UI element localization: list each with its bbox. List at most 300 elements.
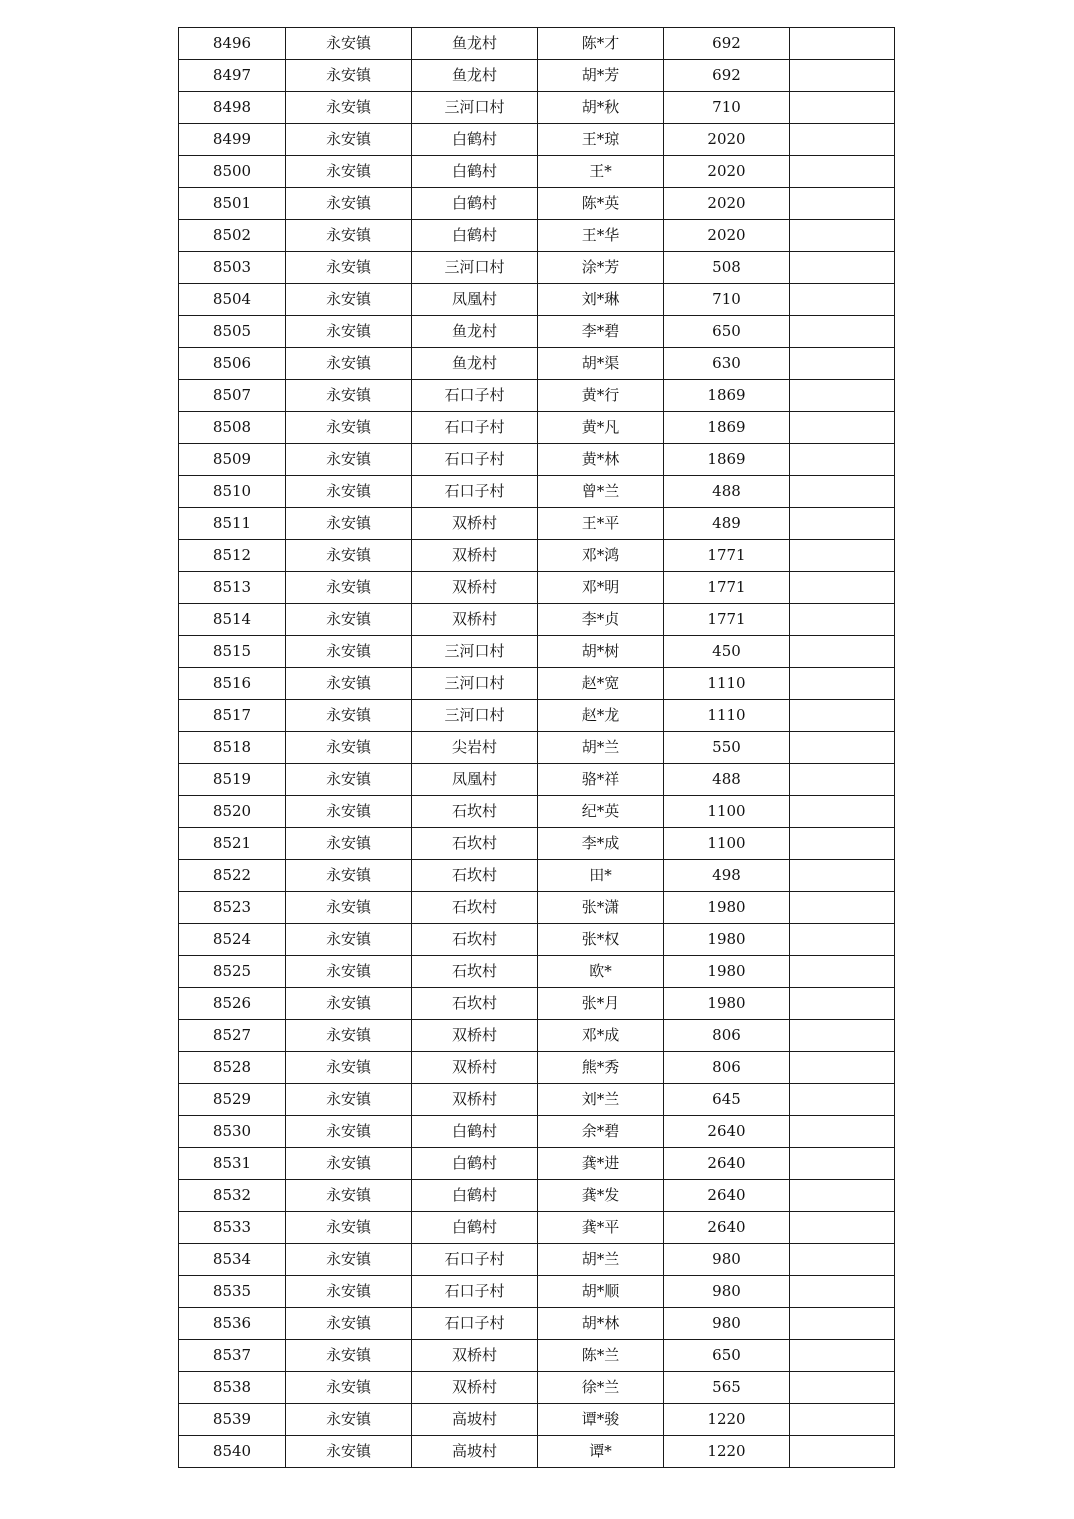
cell-name: 陈*兰: [538, 1340, 664, 1372]
cell-name: 陈*才: [538, 28, 664, 60]
cell-amount: 550: [664, 732, 790, 764]
cell-name: 王*平: [538, 508, 664, 540]
cell-town: 永安镇: [286, 284, 412, 316]
cell-serial-number: 8499: [179, 124, 286, 156]
cell-name: 纪*英: [538, 796, 664, 828]
cell-remark: [790, 668, 895, 700]
document-page: [178, 27, 895, 1468]
cell-remark: [790, 1180, 895, 1212]
cell-amount: 806: [664, 1020, 790, 1052]
cell-town: 永安镇: [286, 156, 412, 188]
cell-serial-number: 8532: [179, 1180, 286, 1212]
cell-town: 永安镇: [286, 956, 412, 988]
cell-remark: [790, 540, 895, 572]
cell-serial-number: 8502: [179, 220, 286, 252]
cell-village: 白鹤村: [412, 156, 538, 188]
cell-town: 永安镇: [286, 60, 412, 92]
cell-name: 欧*: [538, 956, 664, 988]
cell-name: 龚*平: [538, 1212, 664, 1244]
cell-amount: 2640: [664, 1116, 790, 1148]
cell-serial-number: 8524: [179, 924, 286, 956]
cell-amount: 980: [664, 1276, 790, 1308]
cell-remark: [790, 604, 895, 636]
cell-town: 永安镇: [286, 1436, 412, 1468]
cell-amount: 2640: [664, 1148, 790, 1180]
cell-serial-number: 8507: [179, 380, 286, 412]
cell-village: 白鹤村: [412, 220, 538, 252]
cell-town: 永安镇: [286, 1116, 412, 1148]
cell-name: 胡*兰: [538, 732, 664, 764]
cell-remark: [790, 860, 895, 892]
cell-amount: 1771: [664, 604, 790, 636]
cell-village: 白鹤村: [412, 124, 538, 156]
cell-name: 胡*兰: [538, 1244, 664, 1276]
cell-amount: 692: [664, 60, 790, 92]
table-row: [179, 348, 895, 380]
cell-town: 永安镇: [286, 1052, 412, 1084]
cell-name: 王*: [538, 156, 664, 188]
cell-serial-number: 8498: [179, 92, 286, 124]
table-body: [179, 28, 895, 1468]
cell-town: 永安镇: [286, 700, 412, 732]
cell-remark: [790, 1436, 895, 1468]
cell-amount: 565: [664, 1372, 790, 1404]
cell-amount: 710: [664, 92, 790, 124]
cell-town: 永安镇: [286, 92, 412, 124]
cell-town: 永安镇: [286, 28, 412, 60]
cell-town: 永安镇: [286, 1404, 412, 1436]
cell-village: 三河口村: [412, 668, 538, 700]
cell-remark: [790, 956, 895, 988]
cell-name: 邓*明: [538, 572, 664, 604]
table-row: [179, 668, 895, 700]
cell-village: 鱼龙村: [412, 316, 538, 348]
cell-remark: [790, 508, 895, 540]
cell-name: 李*贞: [538, 604, 664, 636]
table-row: [179, 796, 895, 828]
cell-amount: 2020: [664, 220, 790, 252]
cell-town: 永安镇: [286, 572, 412, 604]
cell-town: 永安镇: [286, 860, 412, 892]
cell-serial-number: 8521: [179, 828, 286, 860]
cell-remark: [790, 892, 895, 924]
cell-remark: [790, 156, 895, 188]
cell-name: 张*权: [538, 924, 664, 956]
cell-town: 永安镇: [286, 1180, 412, 1212]
cell-amount: 488: [664, 476, 790, 508]
table-row: [179, 700, 895, 732]
cell-remark: [790, 1084, 895, 1116]
table-row: [179, 1340, 895, 1372]
table-row: [179, 508, 895, 540]
cell-serial-number: 8527: [179, 1020, 286, 1052]
cell-serial-number: 8504: [179, 284, 286, 316]
cell-serial-number: 8506: [179, 348, 286, 380]
cell-town: 永安镇: [286, 412, 412, 444]
cell-village: 双桥村: [412, 1084, 538, 1116]
cell-name: 曾*兰: [538, 476, 664, 508]
cell-amount: 1869: [664, 412, 790, 444]
cell-village: 凤凰村: [412, 284, 538, 316]
cell-town: 永安镇: [286, 124, 412, 156]
table-row: [179, 1212, 895, 1244]
cell-serial-number: 8520: [179, 796, 286, 828]
cell-serial-number: 8500: [179, 156, 286, 188]
cell-name: 黄*行: [538, 380, 664, 412]
cell-town: 永安镇: [286, 668, 412, 700]
cell-remark: [790, 124, 895, 156]
cell-serial-number: 8496: [179, 28, 286, 60]
cell-amount: 692: [664, 28, 790, 60]
table-row: [179, 1052, 895, 1084]
cell-serial-number: 8526: [179, 988, 286, 1020]
cell-serial-number: 8525: [179, 956, 286, 988]
cell-serial-number: 8540: [179, 1436, 286, 1468]
cell-remark: [790, 636, 895, 668]
cell-village: 石口子村: [412, 444, 538, 476]
table-row: [179, 572, 895, 604]
cell-village: 石口子村: [412, 1308, 538, 1340]
cell-name: 赵*龙: [538, 700, 664, 732]
cell-village: 石坎村: [412, 988, 538, 1020]
cell-name: 陈*英: [538, 188, 664, 220]
cell-remark: [790, 1372, 895, 1404]
cell-village: 双桥村: [412, 572, 538, 604]
cell-village: 双桥村: [412, 604, 538, 636]
cell-remark: [790, 924, 895, 956]
table-row: [179, 764, 895, 796]
cell-town: 永安镇: [286, 988, 412, 1020]
table-row: [179, 1404, 895, 1436]
cell-town: 永安镇: [286, 732, 412, 764]
cell-amount: 488: [664, 764, 790, 796]
cell-village: 白鹤村: [412, 1148, 538, 1180]
cell-town: 永安镇: [286, 924, 412, 956]
cell-name: 谭*骏: [538, 1404, 664, 1436]
cell-amount: 710: [664, 284, 790, 316]
cell-amount: 489: [664, 508, 790, 540]
cell-serial-number: 8538: [179, 1372, 286, 1404]
table-row: [179, 1148, 895, 1180]
cell-amount: 1771: [664, 572, 790, 604]
cell-village: 石坎村: [412, 860, 538, 892]
cell-village: 鱼龙村: [412, 28, 538, 60]
cell-village: 凤凰村: [412, 764, 538, 796]
cell-amount: 1869: [664, 380, 790, 412]
cell-remark: [790, 1276, 895, 1308]
cell-serial-number: 8516: [179, 668, 286, 700]
cell-remark: [790, 316, 895, 348]
cell-amount: 498: [664, 860, 790, 892]
cell-serial-number: 8512: [179, 540, 286, 572]
cell-serial-number: 8537: [179, 1340, 286, 1372]
cell-serial-number: 8522: [179, 860, 286, 892]
cell-serial-number: 8531: [179, 1148, 286, 1180]
cell-town: 永安镇: [286, 636, 412, 668]
cell-remark: [790, 476, 895, 508]
table-row: [179, 540, 895, 572]
cell-town: 永安镇: [286, 1084, 412, 1116]
table-row: [179, 444, 895, 476]
cell-remark: [790, 1148, 895, 1180]
cell-amount: 1220: [664, 1436, 790, 1468]
cell-village: 石口子村: [412, 1276, 538, 1308]
cell-name: 胡*林: [538, 1308, 664, 1340]
cell-remark: [790, 348, 895, 380]
cell-town: 永安镇: [286, 1340, 412, 1372]
table-row: [179, 412, 895, 444]
cell-serial-number: 8539: [179, 1404, 286, 1436]
table-row: [179, 1180, 895, 1212]
cell-village: 石坎村: [412, 892, 538, 924]
cell-village: 高坡村: [412, 1404, 538, 1436]
cell-serial-number: 8515: [179, 636, 286, 668]
cell-serial-number: 8501: [179, 188, 286, 220]
cell-village: 双桥村: [412, 508, 538, 540]
cell-town: 永安镇: [286, 220, 412, 252]
table-row: [179, 1436, 895, 1468]
cell-town: 永安镇: [286, 348, 412, 380]
cell-amount: 1869: [664, 444, 790, 476]
cell-serial-number: 8514: [179, 604, 286, 636]
cell-town: 永安镇: [286, 1276, 412, 1308]
cell-amount: 980: [664, 1308, 790, 1340]
table-row: [179, 924, 895, 956]
cell-remark: [790, 572, 895, 604]
cell-serial-number: 8497: [179, 60, 286, 92]
cell-serial-number: 8503: [179, 252, 286, 284]
cell-name: 龚*进: [538, 1148, 664, 1180]
cell-name: 余*碧: [538, 1116, 664, 1148]
table-row: [179, 604, 895, 636]
cell-serial-number: 8509: [179, 444, 286, 476]
cell-town: 永安镇: [286, 476, 412, 508]
cell-village: 高坡村: [412, 1436, 538, 1468]
cell-remark: [790, 188, 895, 220]
cell-town: 永安镇: [286, 188, 412, 220]
cell-village: 石坎村: [412, 796, 538, 828]
cell-amount: 1100: [664, 796, 790, 828]
cell-town: 永安镇: [286, 316, 412, 348]
cell-amount: 1980: [664, 924, 790, 956]
cell-town: 永安镇: [286, 540, 412, 572]
cell-serial-number: 8535: [179, 1276, 286, 1308]
table-row: [179, 156, 895, 188]
cell-amount: 2020: [664, 124, 790, 156]
cell-serial-number: 8505: [179, 316, 286, 348]
cell-name: 刘*琳: [538, 284, 664, 316]
cell-remark: [790, 1212, 895, 1244]
cell-serial-number: 8510: [179, 476, 286, 508]
cell-serial-number: 8517: [179, 700, 286, 732]
table-row: [179, 28, 895, 60]
cell-remark: [790, 1116, 895, 1148]
cell-amount: 650: [664, 1340, 790, 1372]
cell-name: 王*琼: [538, 124, 664, 156]
cell-serial-number: 8513: [179, 572, 286, 604]
cell-amount: 650: [664, 316, 790, 348]
table-row: [179, 828, 895, 860]
cell-village: 三河口村: [412, 92, 538, 124]
cell-serial-number: 8523: [179, 892, 286, 924]
cell-town: 永安镇: [286, 1244, 412, 1276]
cell-name: 李*成: [538, 828, 664, 860]
cell-name: 胡*秋: [538, 92, 664, 124]
cell-name: 徐*兰: [538, 1372, 664, 1404]
cell-remark: [790, 796, 895, 828]
cell-remark: [790, 764, 895, 796]
cell-name: 刘*兰: [538, 1084, 664, 1116]
cell-serial-number: 8536: [179, 1308, 286, 1340]
cell-village: 双桥村: [412, 1372, 538, 1404]
cell-village: 双桥村: [412, 1052, 538, 1084]
cell-name: 胡*芳: [538, 60, 664, 92]
table-row: [179, 1020, 895, 1052]
table-row: [179, 92, 895, 124]
cell-village: 白鹤村: [412, 188, 538, 220]
cell-amount: 1100: [664, 828, 790, 860]
cell-serial-number: 8534: [179, 1244, 286, 1276]
cell-name: 张*潇: [538, 892, 664, 924]
table-row: [179, 1116, 895, 1148]
cell-remark: [790, 380, 895, 412]
cell-remark: [790, 284, 895, 316]
cell-serial-number: 8511: [179, 508, 286, 540]
cell-name: 张*月: [538, 988, 664, 1020]
table-row: [179, 188, 895, 220]
cell-remark: [790, 732, 895, 764]
table-row: [179, 60, 895, 92]
cell-town: 永安镇: [286, 444, 412, 476]
cell-amount: 1980: [664, 988, 790, 1020]
cell-name: 邓*鸿: [538, 540, 664, 572]
cell-remark: [790, 828, 895, 860]
cell-name: 李*碧: [538, 316, 664, 348]
cell-serial-number: 8519: [179, 764, 286, 796]
cell-remark: [790, 252, 895, 284]
cell-amount: 2640: [664, 1180, 790, 1212]
table-row: [179, 636, 895, 668]
cell-amount: 1110: [664, 700, 790, 732]
cell-town: 永安镇: [286, 828, 412, 860]
cell-town: 永安镇: [286, 796, 412, 828]
cell-village: 双桥村: [412, 1340, 538, 1372]
cell-name: 涂*芳: [538, 252, 664, 284]
cell-amount: 2020: [664, 156, 790, 188]
cell-remark: [790, 412, 895, 444]
cell-amount: 1771: [664, 540, 790, 572]
cell-serial-number: 8518: [179, 732, 286, 764]
cell-remark: [790, 28, 895, 60]
cell-name: 骆*祥: [538, 764, 664, 796]
cell-amount: 2640: [664, 1212, 790, 1244]
cell-serial-number: 8529: [179, 1084, 286, 1116]
cell-town: 永安镇: [286, 604, 412, 636]
table-row: [179, 1276, 895, 1308]
cell-serial-number: 8530: [179, 1116, 286, 1148]
table-row: [179, 476, 895, 508]
cell-town: 永安镇: [286, 1308, 412, 1340]
table-row: [179, 380, 895, 412]
cell-amount: 450: [664, 636, 790, 668]
cell-village: 石坎村: [412, 828, 538, 860]
cell-remark: [790, 220, 895, 252]
table-row: [179, 892, 895, 924]
cell-remark: [790, 60, 895, 92]
cell-serial-number: 8533: [179, 1212, 286, 1244]
cell-village: 尖岩村: [412, 732, 538, 764]
cell-town: 永安镇: [286, 892, 412, 924]
cell-amount: 806: [664, 1052, 790, 1084]
cell-remark: [790, 1404, 895, 1436]
cell-remark: [790, 1244, 895, 1276]
cell-amount: 980: [664, 1244, 790, 1276]
cell-amount: 645: [664, 1084, 790, 1116]
cell-serial-number: 8508: [179, 412, 286, 444]
cell-village: 双桥村: [412, 540, 538, 572]
table-row: [179, 732, 895, 764]
cell-amount: 1980: [664, 892, 790, 924]
cell-village: 石口子村: [412, 476, 538, 508]
cell-name: 黄*林: [538, 444, 664, 476]
cell-remark: [790, 1020, 895, 1052]
cell-village: 三河口村: [412, 700, 538, 732]
table-row: [179, 956, 895, 988]
cell-village: 鱼龙村: [412, 348, 538, 380]
cell-remark: [790, 1340, 895, 1372]
cell-town: 永安镇: [286, 380, 412, 412]
cell-remark: [790, 1308, 895, 1340]
cell-name: 谭*: [538, 1436, 664, 1468]
cell-town: 永安镇: [286, 764, 412, 796]
table-row: [179, 988, 895, 1020]
cell-town: 永安镇: [286, 1372, 412, 1404]
table-row: [179, 1308, 895, 1340]
cell-amount: 508: [664, 252, 790, 284]
cell-name: 胡*渠: [538, 348, 664, 380]
table-row: [179, 220, 895, 252]
cell-name: 胡*顺: [538, 1276, 664, 1308]
cell-remark: [790, 1052, 895, 1084]
cell-village: 白鹤村: [412, 1212, 538, 1244]
cell-town: 永安镇: [286, 1212, 412, 1244]
table-row: [179, 1084, 895, 1116]
cell-village: 白鹤村: [412, 1180, 538, 1212]
table-row: [179, 1244, 895, 1276]
cell-town: 永安镇: [286, 508, 412, 540]
table-row: [179, 252, 895, 284]
table-row: [179, 1372, 895, 1404]
cell-village: 石口子村: [412, 1244, 538, 1276]
cell-amount: 1980: [664, 956, 790, 988]
cell-town: 永安镇: [286, 1020, 412, 1052]
cell-village: 三河口村: [412, 252, 538, 284]
cell-village: 鱼龙村: [412, 60, 538, 92]
table-row: [179, 316, 895, 348]
cell-remark: [790, 988, 895, 1020]
cell-name: 赵*宽: [538, 668, 664, 700]
cell-name: 田*: [538, 860, 664, 892]
cell-amount: 1220: [664, 1404, 790, 1436]
cell-remark: [790, 444, 895, 476]
cell-name: 邓*成: [538, 1020, 664, 1052]
cell-village: 白鹤村: [412, 1116, 538, 1148]
cell-town: 永安镇: [286, 1148, 412, 1180]
table-row: [179, 284, 895, 316]
cell-name: 王*华: [538, 220, 664, 252]
cell-village: 石口子村: [412, 380, 538, 412]
cell-village: 石口子村: [412, 412, 538, 444]
